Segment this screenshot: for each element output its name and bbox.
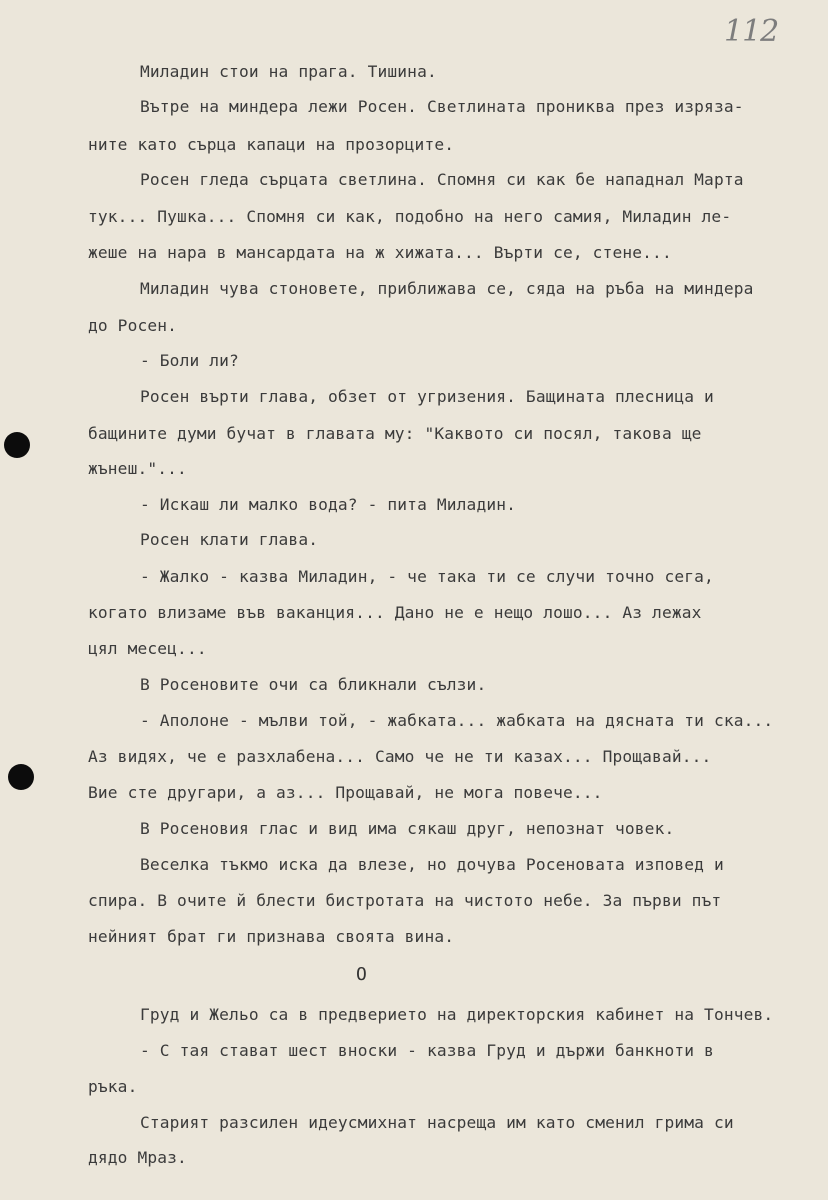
text-line: В Росеновия глас и вид има сякаш друг, непознат човек. [140, 819, 675, 838]
text-line: Росен клати глава. [140, 530, 319, 549]
text-line: - Искаш ли малко вода? - пита Миладин. [140, 495, 517, 514]
text-line: Вътре на миндера лежи Росен. Светлината прониква през изряза- [140, 97, 744, 116]
text-line: ните като сърца капаци на прозорците. [88, 135, 455, 154]
punch-hole [4, 432, 30, 458]
text-line: бащините думи бучат в главата му: "Каквото си посял, такова ще [88, 424, 702, 443]
page-number: 112 [724, 14, 779, 49]
text-line: до Росен. [88, 316, 178, 335]
text-line: Груд и Жельо са в предверието на директорския кабинет на Тончев. [140, 1005, 774, 1024]
text-line: когато влизаме във ваканция... Дано не е нещо лошо... Аз лежах [88, 603, 702, 622]
text-line: жънеш."... [88, 459, 187, 478]
text-line: - Жалко - казва Миладин, - че така ти се случи точно сега, [140, 567, 714, 586]
text-line: Миладин стои на прага. Тишина. [140, 62, 437, 81]
text-line: В Росеновите очи са бликнали сълзи. [140, 675, 487, 694]
text-line: Аз видях, че е разхлабена... Само че не ти казах... Прощавай... [88, 747, 712, 766]
text-line: жеше на нара в мансардата на ж хижата... Върти се, стене... [88, 243, 672, 262]
text-line: спира. В очите й блести бистротата на чистото небе. За първи път [88, 891, 722, 910]
text-line: ръка. [88, 1077, 138, 1096]
punch-hole [8, 764, 34, 790]
text-line: Росен гледа сърцата светлина. Спомня си как бе нападнал Марта [140, 170, 744, 189]
text-line: дядо Мраз. [88, 1148, 187, 1167]
text-line: Веселка тъкмо иска да влезе, но дочува Росеновата изповед и [140, 855, 724, 874]
text-line: цял месец... [88, 639, 207, 658]
text-line: Росен върти глава, обзет от угризения. Бащината плесница и [140, 387, 714, 406]
text-line: - Аполоне - мълви той, - жабката... жабката на дясната ти ска... [140, 711, 774, 730]
text-line: - Боли ли? [140, 351, 239, 370]
text-line: Старият разсилен идеусмихнат насреща им като сменил грима си [140, 1113, 734, 1132]
text-line: Миладин чува стоновете, приближава се, сяда на ръба на миндера [140, 279, 754, 298]
section-separator: О [356, 964, 367, 985]
text-line: тук... Пушка... Спомня си как, подобно на него самия, Миладин ле- [88, 207, 732, 226]
text-line: Вие сте другари, а аз... Прощавай, не мога повече... [88, 783, 603, 802]
text-line: - С тая стават шест вноски - казва Груд и държи банкноти в [140, 1041, 714, 1060]
text-line: нейният брат ги признава своята вина. [88, 927, 455, 946]
